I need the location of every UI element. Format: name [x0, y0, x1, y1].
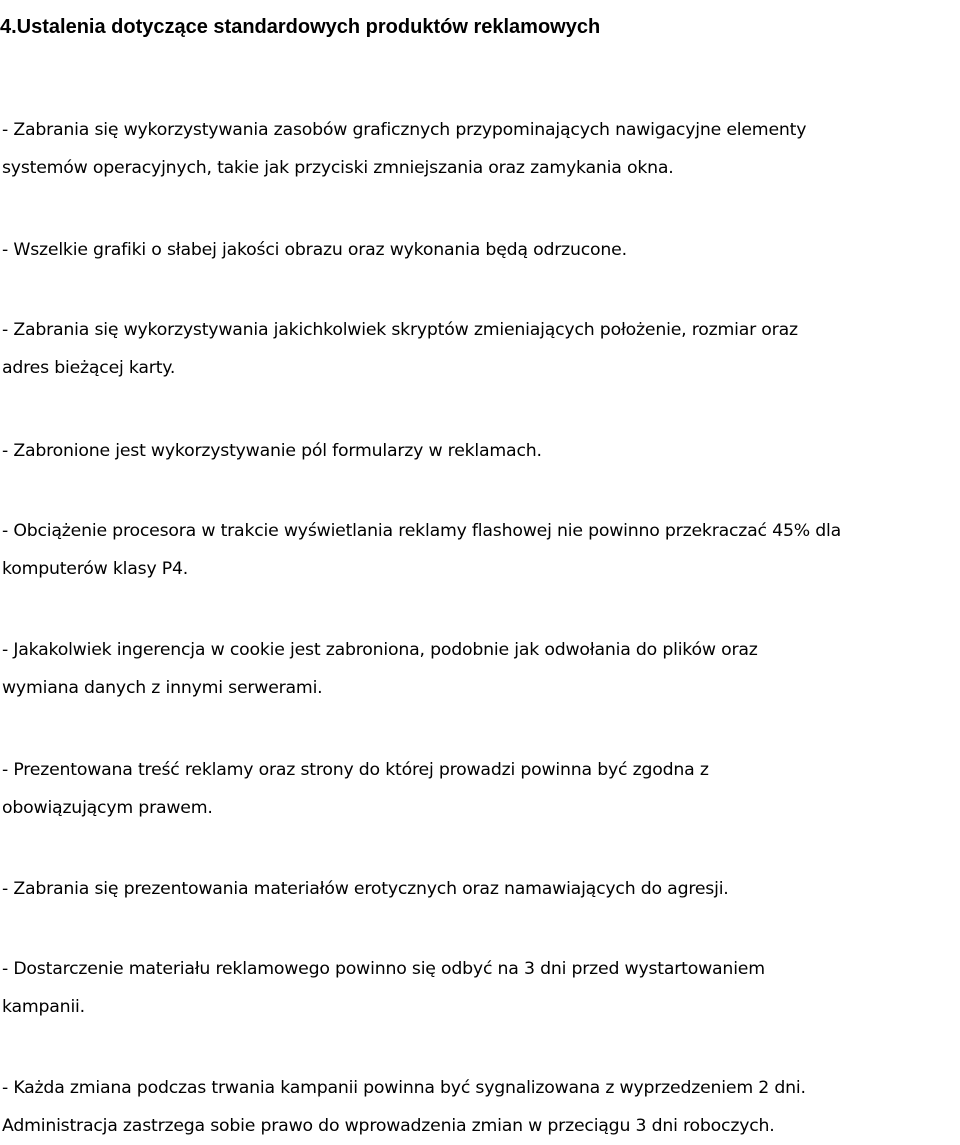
document-title: 4.Ustalenia dotyczące standardowych produktów reklamowych	[0, 16, 601, 39]
paragraph-line: kampanii.	[2, 997, 85, 1017]
paragraph-scripts	[2, 311, 958, 387]
paragraph-line: - Dostarczenie materiału reklamowego powinno się odbyć na 3 dni przed wystartowaniem	[2, 959, 765, 979]
paragraph-line: - Zabrania się prezentowania materiałów erotycznych oraz namawiających do agresji.	[2, 879, 729, 899]
paragraph-cpu-load	[2, 512, 958, 588]
paragraph-erotic-materials	[2, 870, 958, 908]
paragraph-line: komputerów klasy P4.	[2, 559, 189, 579]
paragraph-campaign-changes	[2, 1069, 958, 1145]
paragraph-legal-content	[2, 751, 958, 827]
paragraph-line: - Wszelkie grafiki o słabej jakości obrazu oraz wykonania będą odrzucone.	[2, 240, 627, 260]
paragraph-line: adres bieżącej karty.	[2, 358, 176, 378]
paragraph-low-quality	[2, 231, 958, 269]
paragraph-cookies	[2, 631, 958, 707]
paragraph-line: - Zabrania się wykorzystywania zasobów graficznych przypominających nawigacyjne elementy	[2, 120, 807, 140]
paragraph-delivery-deadline	[2, 950, 958, 1026]
paragraph-line: - Każda zmiana podczas trwania kampanii powinna być sygnalizowana z wyprzedzeniem 2 dni.	[2, 1078, 806, 1098]
paragraph-line: - Zabronione jest wykorzystywanie pól formularzy w reklamach.	[2, 441, 542, 461]
paragraph-line: wymiana danych z innymi serwerami.	[2, 678, 323, 698]
paragraph-line: - Obciążenie procesora w trakcie wyświetlania reklamy flashowej nie powinno przekraczać 45% dla	[2, 521, 842, 541]
paragraph-line: - Prezentowana treść reklamy oraz strony do której prowadzi powinna być zgodna z	[2, 760, 709, 780]
paragraph-graphics-navigation	[2, 111, 958, 187]
paragraph-form-fields	[2, 432, 958, 470]
paragraph-line: - Jakakolwiek ingerencja w cookie jest zabroniona, podobnie jak odwołania do plików oraz	[2, 640, 758, 660]
paragraph-line: - Zabrania się wykorzystywania jakichkolwiek skryptów zmieniających położenie, rozmiar oraz	[2, 320, 798, 340]
paragraph-line: systemów operacyjnych, takie jak przyciski zmniejszania oraz zamykania okna.	[2, 158, 674, 178]
paragraph-line: Administracja zastrzega sobie prawo do wprowadzenia zmian w przeciągu 3 dni roboczych.	[2, 1116, 775, 1136]
paragraph-line: obowiązującym prawem.	[2, 798, 213, 818]
